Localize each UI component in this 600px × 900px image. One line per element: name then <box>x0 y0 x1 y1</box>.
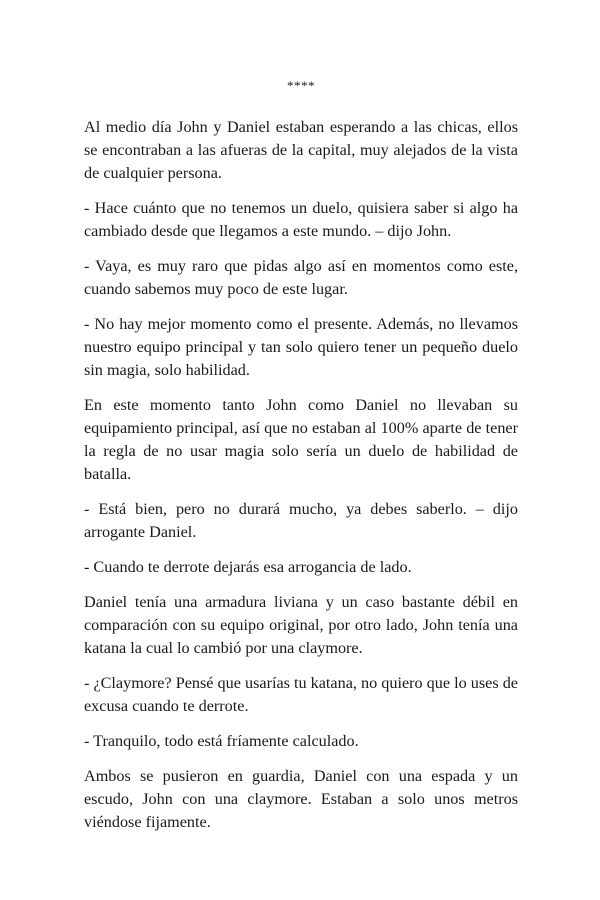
paragraph-6: - Está bien, pero no durará mucho, ya debes saberlo. – dijo arrogante Daniel. <box>84 500 518 541</box>
page-body <box>84 116 518 846</box>
scene-separator: **** <box>287 78 315 93</box>
paragraph-5: En este momento tanto John como Daniel no llevaban su equipamiento principal, así que no estaban al 100% aparte de tener la regla de no usar magia solo sería un duelo de habilidad de batalla. <box>84 396 518 483</box>
paragraph-2: - Hace cuánto que no tenemos un duelo, quisiera saber si algo ha cambiado desde que llegamos a este mundo. – dijo John. <box>84 199 518 240</box>
paragraph-9: - ¿Claymore? Pensé que usarías tu katana, no quiero que lo uses de excusa cuando te derrote. <box>84 674 518 715</box>
paragraph-1: Al medio día John y Daniel estaban esperando a las chicas, ellos se encontraban a las afueras de la capital, muy alejados de la vista de cualquier persona. <box>84 118 518 182</box>
paragraph-7: - Cuando te derrote dejarás esa arrogancia de lado. <box>84 558 412 576</box>
paragraph-3: - Vaya, es muy raro que pidas algo así en momentos como este, cuando sabemos muy poco de este lugar. <box>84 257 518 298</box>
paragraph-10: - Tranquilo, todo está fríamente calculado. <box>84 732 359 750</box>
paragraph-11: Ambos se pusieron en guardia, Daniel con una espada y un escudo, John con una claymore. Estaban a solo unos metros viéndose fijamente. <box>84 767 518 831</box>
paragraph-4: - No hay mejor momento como el presente. Además, no llevamos nuestro equipo principal y tan solo quiero tener un pequeño duelo sin magia, solo habilidad. <box>84 315 518 379</box>
paragraph-8: Daniel tenía una armadura liviana y un caso bastante débil en comparación con su equipo original, por otro lado, John tenía una katana la cual lo cambió por una claymore. <box>84 593 518 657</box>
